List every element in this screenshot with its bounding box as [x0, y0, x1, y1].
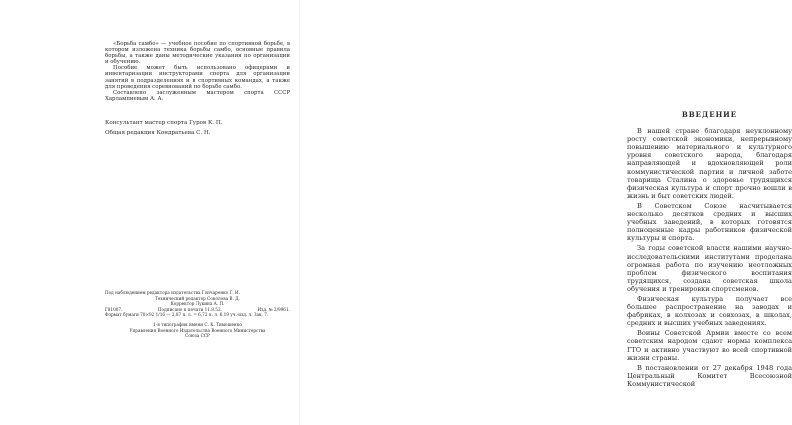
body-paragraph: В Советском Союзе насчитывается несколько десятков средних и высших учебных заведений, в которых готовятся полноценные кадры работников физической культуры и спорта.	[627, 201, 792, 243]
signed-date: Подписано к печати 11.8.52.	[157, 306, 222, 312]
publisher-line: Управления Военного Издательства Военного Министерства	[129, 327, 266, 333]
annotation-paragraph: Составлено заслуженным мастером спорта СССР Харлампиевым А. А.	[105, 89, 290, 102]
printer-line: 1-я типография имени С. К. Тимошенко	[153, 321, 242, 327]
editor-line: Общая редакция Кондратьева С. Н.	[105, 129, 211, 136]
right-page	[300, 0, 792, 425]
consultant-line: Консультант мастер спорта Гуров К. П.	[105, 120, 223, 126]
section-heading: ВВЕДЕНИЕ	[681, 110, 738, 119]
chief-editor-line: Под наблюдением редактора издательства Гончаренко Г. И.	[105, 290, 241, 295]
format-line: Формат бумаги 70×92 1/16 — 2,87 п. л. = 6,72 п. л. 6.19 уч.-изд. л. Зак. 7.	[105, 312, 269, 318]
left-page	[0, 0, 300, 425]
annotation-paragraph: «Борьба самбо» — учебное пособие по спортивной борьбе, в котором изложена техника борьбы самбо, основные правила борьбы, а также даны методические указания по организации и обучению.	[105, 41, 290, 66]
order-number: Г81007.	[105, 306, 123, 312]
body-paragraph: Воины Советской Армии вместе со всем советским народом сдают нормы комплекса ГТО и активно участвуют во всей спортивной жизни страны.	[627, 329, 792, 362]
imprint-block	[105, 290, 290, 339]
country-line: Союза ССР	[185, 333, 210, 339]
edition-number: Изд. № 2/9961.	[257, 306, 290, 312]
annotation-paragraph: Пособие может быть использовано офицерами и инвентаризации инструкторами спорта для организации занятий в подразделениях и в спортивных командах, а также для проведения соревнований по борьбе самбо.	[105, 65, 290, 90]
body-paragraph: За годы советской власти нашими научно-исследовательскими институтами проделана огромная работа по изучению неотложных проблем физического воспитания трудящихся, создана советская школа обучения и тренировки спортсменов.	[627, 244, 792, 293]
introduction-text	[627, 111, 792, 390]
body-paragraph: В постановлении от 27 декабря 1948 года Центральный Комитет Всесоюзной Коммунистической	[627, 363, 792, 388]
body-paragraph: В нашей стране благодаря неуклонному росту советской экономики, непрерывному повышению материального и культурного уровня советского народа, благодаря направляющей и вдохновляющей роли коммунистической партии и личной заботе товарища Сталина о здоровье трудящихся физическая культура и спорт прочно вошли в жизнь и быт советских людей.	[627, 127, 792, 200]
credits-block	[105, 120, 290, 140]
body-paragraph: Физическая культура получает все большее распространение на заводах и фабриках, в колхозах и совхозах, в школах, средних и высших учебных заведениях.	[627, 294, 792, 328]
tech-editor-line: Технический редактор Соколова В. Д.	[155, 295, 240, 301]
annotation-block	[105, 41, 290, 102]
proofreader-line: Корректор Лукина А. П.	[170, 301, 225, 307]
